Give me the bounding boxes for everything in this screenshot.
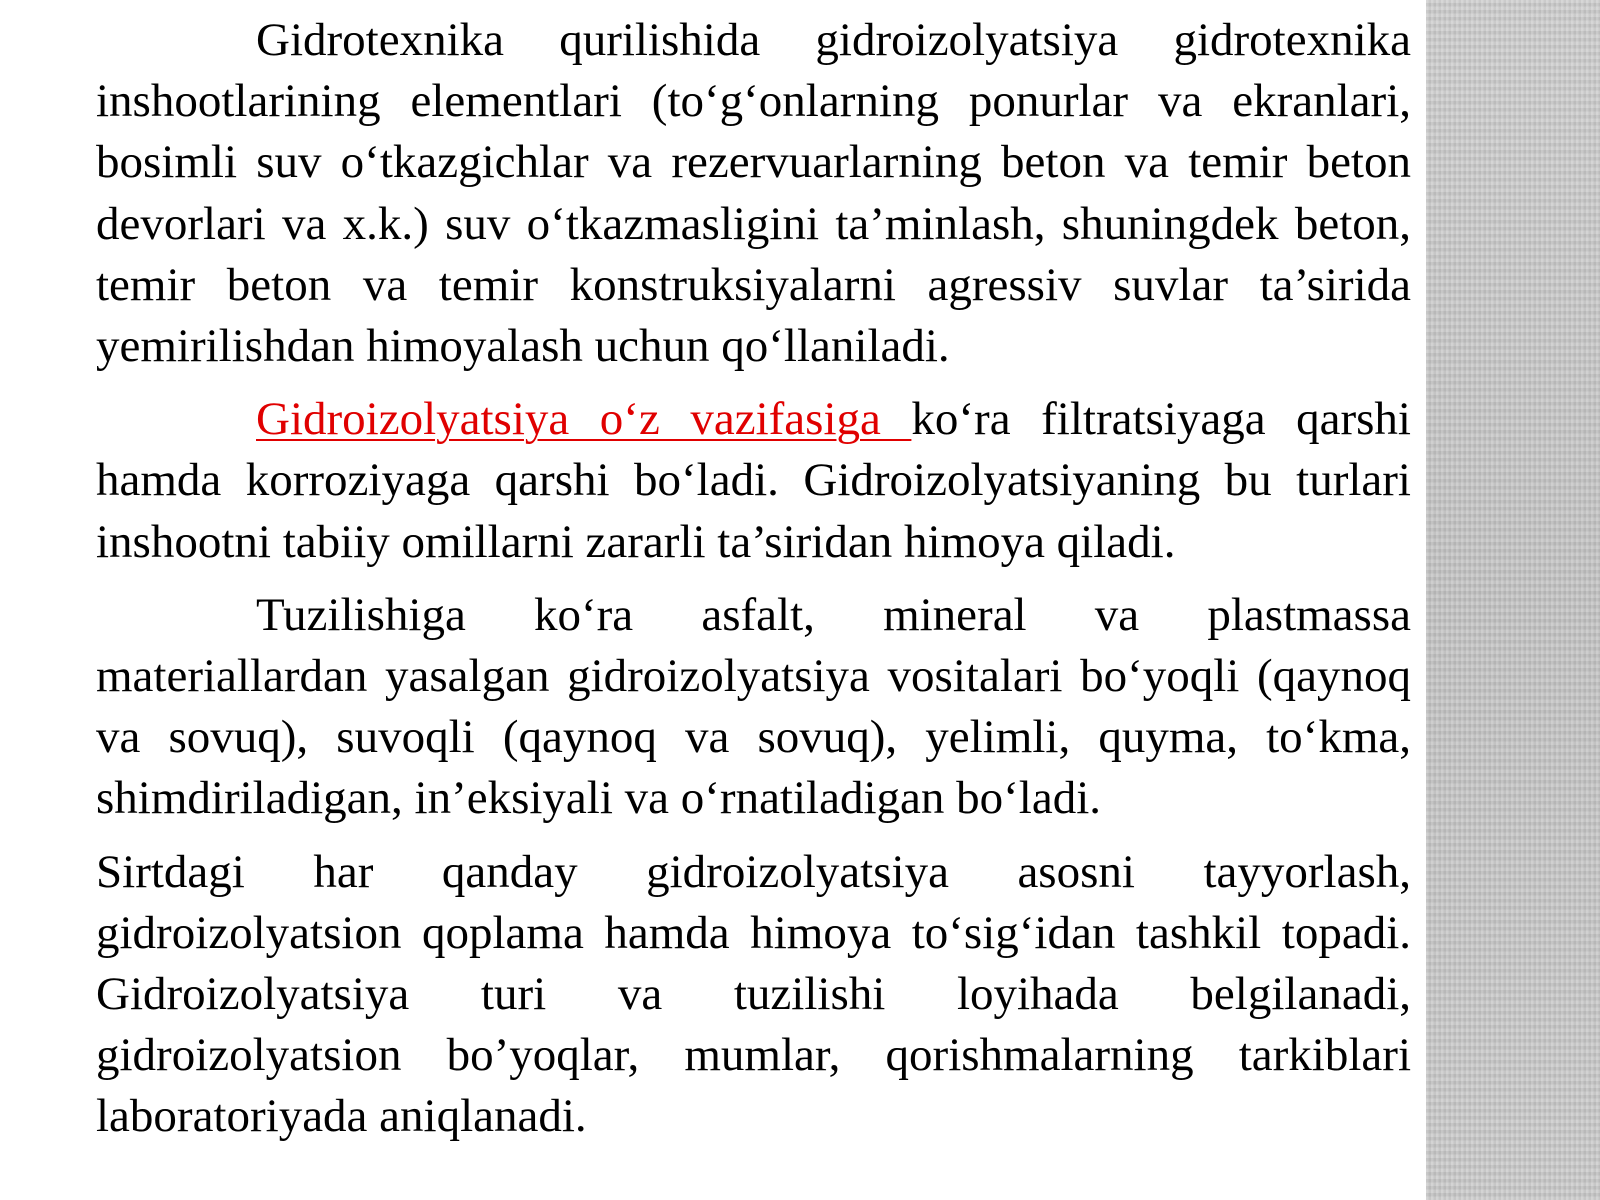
decorative-side-band: [1426, 0, 1600, 1200]
purpose-link[interactable]: Gidroizolyatsiya o‘z vazifasiga: [256, 393, 912, 446]
paragraph-structure: Tuzilishiga ko‘ra asfalt, mineral va plastmassa materiallardan yasalgan gidroizolyatsiya vositalari bo‘yoqli (qaynoq va sovuq), suvoqli (qaynoq va sovuq), yelimli, quyma, to‘kma, shimdiriladigan, in’eksiyali va o‘rnatiladigan bo‘ladi.: [96, 588, 1411, 825]
slide-text-body: [96, 10, 1411, 1148]
purpose-text: ko‘ra filtratsiyaga qarshi hamda korroziyaga qarshi bo‘ladi. Gidroizolyatsiyaning bu turlari inshootni tabiiy omillarni zararli ta’siridan himoya qiladi.: [96, 393, 1411, 568]
paragraph-surface-insulation: Sirtdagi har qanday gidroizolyatsiya asosni tayyorlash, gidroizolyatsion qoplama hamda himoya to‘sig‘idan tashkil topadi. Gidroizolyatsiya turi va tuzilishi loyihada belgilanadi, gidroizolyatsion bo’yoqlar, mumlar, qorishmalarning tarkiblari laboratoriyada aniqlanadi.: [96, 845, 1411, 1143]
paragraph-hydrotechnical-construction: Gidrotexnika qurilishida gidroizolyatsiya gidrotexnika inshootlarining elementlari (to‘g‘onlarning ponurlar va ekranlari, bosimli suv o‘tkazgichlar va rezervuarlarning beton va temir beton devorlari va x.k.) suv o‘tkazmasligini ta’minlash, shuningdek beton, temir beton va temir konstruksiyalarni agressiv suvlar ta’sirida yemirilishdan himoyalash uchun qo‘llaniladi.: [96, 14, 1411, 373]
paragraph-purpose: [96, 389, 1411, 573]
